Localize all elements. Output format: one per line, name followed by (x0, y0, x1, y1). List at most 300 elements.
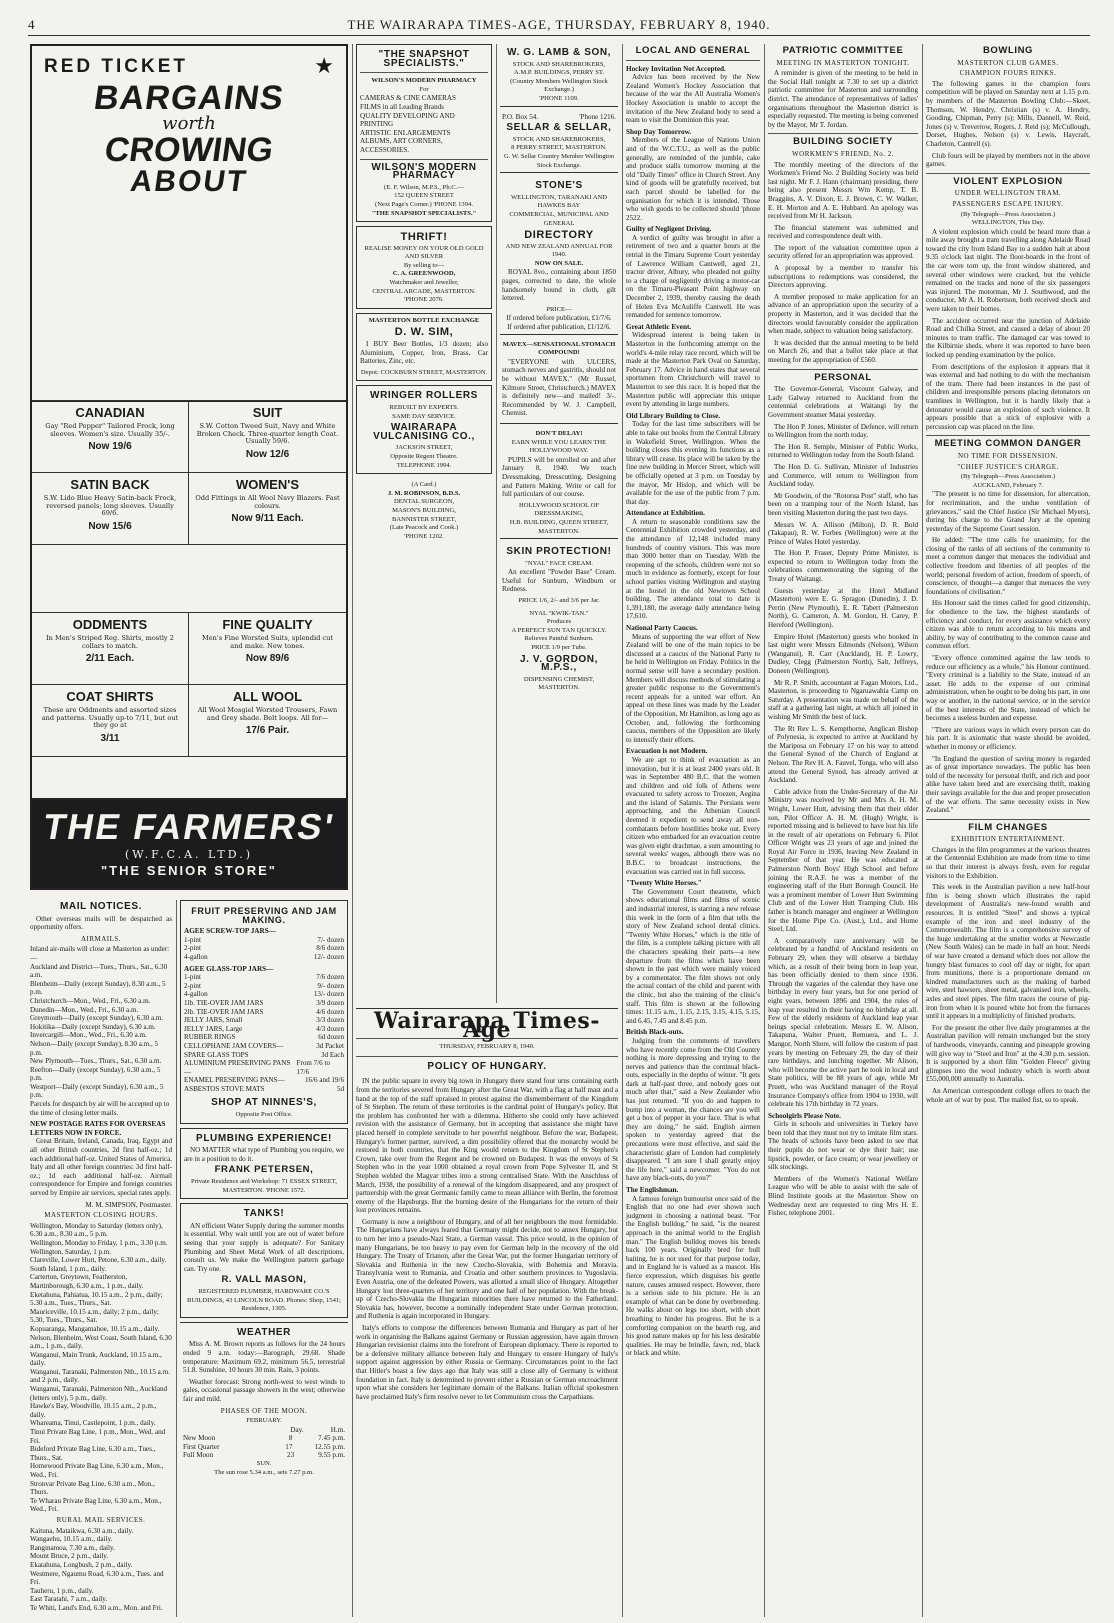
closing-line: Wanganui, Taranaki, Palmerston Nth., 10.15 a.m. and 2 p.m., daily. (30, 1367, 170, 1385)
moon-day: 17 (285, 1442, 293, 1451)
film-paragraph: This week in the Australian pavilion a new half-hour film is being shown which illustrates the rapid development of Australia's new-found wealth and resources. It is entitled "Steel" and shows a typical example of the iron and steel industry of the Commonwealth. The film is a comprehensive survey of the huge undertaking at the smelter works at Newcastle (New South Wales) can be made in half an hour. Needs of war have created a demand which does not allow the hungry blast furnaces to cool off day or night, for apart from munitions, there is a proportionate demand on kindred manufacturers such as the making of barbed wire, steel hawsers, sheet metal, galvanised iron, wheels, axles and steel pipes. The film traces the course of pig-iron from when it is poured white hot from the furnaces until it appears in a multiplicity of finished products. (926, 883, 1090, 1021)
item-price: 3/11 (100, 732, 120, 744)
price-item: SPARE GLASS TOPS (184, 1050, 249, 1059)
pharmacy-note: (Next Page's Corner.) 'PHONE 1394. (375, 200, 473, 208)
bottle-depot: Depot: COCKBURN STREET, MASTERTON. (360, 368, 488, 376)
pharmacy-name: WILSON'S MODERN PHARMACY (371, 161, 477, 182)
patriotic-title: PATRIOTIC COMMITTEE (782, 45, 904, 56)
plumbing-address: Private Residence and Workshop: 71 ESSEX STREET, MASTERTON. 'PHONE 1572. (191, 1178, 337, 1194)
stones-name: STONE'S (535, 180, 583, 192)
moon-head-cell: Day. (290, 1425, 304, 1434)
moon-time: 12.55 p.m. (314, 1442, 345, 1451)
news-heading: Hockey Invitation Not Accepted. (626, 64, 726, 73)
skin-product: "NYAL" FACE CREAM. (525, 559, 593, 567)
wringer-title: WRINGER ROLLERS (370, 390, 478, 402)
mail-line: Dunedin—Mon., Wed., Fri., 6.30 a.m. (30, 1005, 139, 1014)
closing-line: Carterton, Greytown, Featherston, Martinborough, 6.30 a.m., 1 p.m., daily. (30, 1273, 144, 1290)
price-row (184, 1076, 344, 1085)
card-role: DENTAL SURGEON, (393, 498, 455, 506)
price-row (184, 990, 344, 999)
explosion-place: WELLINGTON, This Day. (971, 219, 1045, 227)
snapshot-list-item: CAMERAS & CINE CAMERAS (360, 94, 456, 103)
personal-paragraph: Cable advice from the Under-Secretary of the Air Ministry was received by Mr and Mrs A. H. M. Wright, Lower Hutt, advising them that their elder son, Pilot Officer A. H. M. (Hugh) Wright, is reported missing and is believed to have lost his life in the result of air operations on February 6. Pilot Officer Wright was 23 years of age and joined the Royal Air Force in 1936, leaving New Zealand in September of that year. He was educated at Palmerston North Boys' High School and before joining the R.A.F. he was a member of the engineering staff of the Hutt Borough Council. He was a prominent member of Lower Hutt Swimming Club and of the Lower Hutt Tramping Club. His father is branch manager and engineer at Wellington for the Hume Pipe Co. (Aust.), Ltd., and Hume Steel, Ltd. (768, 787, 918, 934)
chemist-name: J. V. GORDON, M.P.S., (519, 653, 598, 674)
tanks-address: REGISTERED PLUMBER, HARDWARE CO.'S BUILDINGS, 43 LINCOLN ROAD. Phones: Shop, 1541; Residence, 1305. (186, 1287, 342, 1313)
price-row (184, 1025, 344, 1034)
moon-row (183, 1434, 345, 1443)
closing-line: Wanganui, Main Trunk, Auckland, 10.15 a.m., daily. (30, 1350, 162, 1368)
mavex-ad (500, 339, 618, 424)
store-name: THE FARMERS' (40, 806, 338, 847)
mail-line: Greymouth—Daily (except Sunday), 6.30 a.m. (30, 1014, 164, 1023)
farmers-store-logo (30, 798, 348, 890)
price-value: 13/- dozen (313, 990, 344, 999)
news-heading: Shop Day Tomorrow. (626, 127, 692, 136)
building-title: BUILDING SOCIETY (793, 136, 893, 148)
closing-line: Eketahuna, Pahiatua, 10.15 a.m., 2 p.m., daily; 5.30 a.m., Tues., Thurs., Sat. (30, 1290, 163, 1308)
price-value: 6d dozen (318, 1033, 344, 1042)
personal-paragraph: A comparatively rare anniversary will be celebrated by a handful of Auckland residents on February 29, when they will observe a birthday which, as a result of their being born in leap year, has been officially denied to them since 1936. Through the vagaries of the calendar they have one birthday in every four years, but for one period of eight years, between 1896 and 1904, the rules of leap year resulted in their having no birthday at all. Few of the elderly residents of Auckland leap year beings special celebration. Messrs E. W. Alison, Takapuna, Walter Pruett, Remuera, and L. J. Mangor, North Shore, will follow the custom of past years by meeting on February 29, the day of their rare birthdays, and lunching together. Mr Alison, who will become the active part he took in local and State politics, will be 88 years of age, while Mr Pruett, who was Auckland manager of the Royal Insurance Company's office from 1904 to 1930, will celebrate his 17th birthday in 72 years. (768, 936, 918, 1109)
news-heading: Evacuation is not Modern. (626, 747, 708, 756)
item-price: Now 15/6 (88, 520, 132, 532)
closing-line: South Island, 1 p.m., daily. (30, 1264, 107, 1273)
price-item: 2-pint (184, 944, 201, 953)
personal-paragraph: The Governor-General, Viscount Galway, and Lady Galway returned to Auckland from the centennial celebrations at Waitangi by the Government steamer Matai yesterday. (768, 385, 918, 419)
wringer-name: WAIRARAPA VULCANISING CO., (373, 422, 475, 442)
price-value: 3d Each (320, 1050, 344, 1059)
pharmacy-tag: "THE SNAPSHOT SPECIALISTS." (371, 209, 477, 217)
card-late: (Late Peacock and Cook.) (389, 524, 459, 532)
thrift-body: REALISE MONEY ON YOUR OLD GOLD AND SILVER (364, 244, 484, 261)
item-name: FINE QUALITY (222, 617, 313, 632)
news-text: A famous foreign humourist once said of the English that no one had ever shown such judgment in choosing a national beast. "For the English bulldog," he said, "is the nearest approach in the animal world to the English man." The English bulldog moves his breeds back 100 years. Originally bred for bull baiting, he is not used for that purpose today, and in England he is valued as a mascot. His fierce expression, which disguises his gentle nature, causes amused respect. However, there is a serious side to his picture. He is an example of what can be done by overbreeding. He walks about on legs too short, with short breathing to hinder his progress. But he is a comforting companion on the hearth rug, and his good nature makes up for his less desirable qualities. He may be brindle, fawn, red, black or black and white. (626, 1194, 760, 1358)
wringer-address: JACKSON STREET, (395, 444, 453, 452)
price-value: 4/3 dozen (316, 1024, 344, 1033)
news-heading: British Black-outs. (626, 1028, 684, 1037)
rural-line: Kaituna, Mataikwa, 6.30 a.m., daily. (30, 1526, 134, 1535)
thrift-address: CENTRAL ARCADE, MASTERTON. 'PHONE 2076. (372, 287, 476, 304)
bowling-sub: MASTERTON CLUB GAMES. (957, 58, 1059, 67)
mail-line: Auckland and District—Tues., Thurs., Sat., 6.30 a.m. (30, 962, 168, 980)
closing-lines (30, 1222, 172, 1514)
price-row (184, 953, 344, 962)
stones-price-title: PRICE— (546, 305, 572, 313)
news-heading: Attendance at Exhibition. (626, 509, 705, 518)
plumbing-title: PLUMBING EXPERIENCE! (196, 1132, 332, 1144)
price-value: 3d Packet (316, 1041, 344, 1050)
price-value: 3/3 dozen (316, 1016, 344, 1025)
mail-line: Blenheim—Daily (except Sunday), 8.30 a.m., 5 p.m. (30, 979, 166, 997)
news-heading: Old Library Building to Close. (626, 411, 721, 420)
ads-column-3 (356, 44, 492, 1003)
page-number: 4 (28, 16, 35, 32)
price-value: 3/9 dozen (316, 998, 344, 1007)
snapshot-shop: WILSON'S MODERN PHARMACY (371, 77, 477, 85)
card-name: J. M. ROBINSON, B.D.S. (387, 489, 461, 497)
news-text: The Government Court theatrette, which shows educational films and films of scenic and industrial interest, is starring a new release this week in the form of a film that tells the story of New Zealand school dental clinics. "Twenty White Horses," which is the title of the film, is a complete talking picture with all the characters speaking their parts—a new departure from the films which have been shown in the past which were mainly voiced by a commentator. The film shows not only the actual contact of the child and parent with the clinic, but also the training of the clinic's staff. This film is shown at the following times: 11.15 a.m., 1.15, 2.15, 3.15, 4.15, 5.15, and 6.45, 7.45 and 8.45 p.m. (626, 887, 760, 1025)
news-text: Today for the last time subscribers will be able to take out books from the Central Library in Wakefield Street, Wellington. When the building closes this evening its functions as a library will cease. Its place will be taken by the fine new building in Mercer Street, which will be officially opened at 3 p.m. on Tuesday by the mayor, Mr Hislop, and which will be available for the use of the public from 7 p.m. that day. (626, 420, 760, 506)
stones-now: NOW ON SALE. (534, 259, 584, 267)
airmail-lines (30, 945, 172, 1117)
snapshot-list-item: ARTISTIC ENLARGEMENTS (360, 128, 451, 137)
item-name: SATIN BACK (70, 477, 150, 492)
item-desc: Odd Fittings in All Wool Navy Blazers. Fast colours. (195, 494, 340, 510)
masthead-date: THURSDAY, FEBRUARY 8, 1940. (439, 1043, 535, 1051)
moon-head-cell (183, 1426, 263, 1435)
news-heading: The Englishman. (626, 1186, 679, 1194)
news-text: Widespread interest is being taken in Masterton in the forthcoming attempt on the world's 4-mile relay race record, which will be made at the Masterton Park Oval on Saturday, February 17. Advice in hand states that several sportsmen from Christchurch will travel to Masterton to see this race. It is hoped that the Masterton public will appreciate this unique event by attending in large numbers. (626, 331, 760, 409)
dental-card-ad (356, 478, 492, 544)
price-row (184, 1016, 344, 1025)
snapshot-title: "THE SNAPSHOT SPECIALISTS." (378, 49, 470, 69)
skin-price-2: PRICE 1/9 per Tube. (531, 644, 587, 652)
item-desc: S.W. Cotton Tweed Suit, Navy and White Broken Check. Three-quarter length Coat. Usually 59/6. (196, 422, 339, 446)
weather-forecast: Weather forecast: Strong north-west to west winds to gales, occasional passage showers in the west; otherwise fair and mild. (183, 1377, 345, 1403)
closing-line: Mauriceville, 10.15 a.m., daily; 2 p.m., daily; 5.30, Tues., Thurs., Sat. (30, 1307, 159, 1325)
personal-paragraph: Guests yesterday at the Hotel Midland (Masterton) were E. G. Spragon (Dunedin), J. D. Perrin (New Plymouth), E. R. Tabert (Palmerston North), G. Cameron, A. M. Gordon, H. Carey, P. Hereford (Wellington). (768, 586, 918, 630)
building-paragraph: A member proposed to make application for an advance of an appropriation upon the security of a property in Masterton, and it was decided that the directors would favourably consider the application when made, subject to valuation being satisfactory. (768, 292, 918, 336)
moon-phase: New Moon (183, 1434, 216, 1443)
closing-line: Wanganui, Taranaki, Palmerston Nth., Auckland (letters only), 5 p.m., daily. (30, 1385, 168, 1402)
wringer-sub: REBUILT BY EXPERTS. (389, 404, 459, 411)
mail-line: Reefton—Daily (except Sunday), 6.30 a.m., 5 p.m. (30, 1065, 161, 1083)
sellar-box: P.O. Box 54. (502, 112, 539, 121)
personal-title: PERSONAL (814, 371, 872, 383)
price-item: 1-pint (184, 935, 201, 944)
news-text: A return to seasonable conditions saw the Centennial Exhibition crowded yesterday, and the attendance of 12,148 included many hundreds of country visitors. This was more than 3000 better than on Tuesday. With the reopening of the schools, children were not so much in evidence as formerly, except for four school parties visiting Wellington and staying at the hostel in the old Newtown School building. The attendance total to date is 1,391,180, the average daily attendance being 17,610. (626, 517, 760, 621)
sellar-contacts (502, 113, 616, 122)
news-text: We are apt to think of evacuation as an innovation, but it is at least 2400 years old. It was in September 480 B.C. that the women and children and old folk of Athens were evacuated to safety across to Troezen, Aegina and the island of Salamis. The Persians were approaching, and the Athenian Council deemed it expedient to send away all non-combatants before hostilities broke out. Every citizen who embarked for an evacuation centre was given eight drachmae, a sum amounting to several weeks' wages, although there was no B.B.C. to broadcast instructions, the evacuation was carried out in full success. (626, 755, 760, 876)
item-womens (189, 473, 346, 545)
sellar-address: 8 PERRY STREET, MASTERTON. (511, 144, 607, 152)
item-price: Now 9/11 Each. (231, 513, 304, 525)
weather-report: Miss A. M. Brown reports as follows for the 24 hours ended 9 a.m. today:—Barograph, 29.68. Shade temperature: Maximum 69.2, minimum 56.5, terrestrial 51.8. Sunshine, 10 hours 30 min. Rain, 3 points. (183, 1340, 345, 1375)
sellar-role: STOCK AND SHAREBROKERS, (512, 135, 606, 143)
lamb-role: STOCK AND SHAREBROKERS, (512, 60, 606, 68)
building-paragraph: A proposal by a member to transfer his subscriptions to redemptions was considered, the Directors approving. (768, 264, 918, 290)
sellar-ad (500, 111, 618, 174)
item-name: ODDMENTS (72, 617, 148, 632)
price-value: 8/6 dozen (316, 944, 344, 953)
mail-line: Parcels for despatch by air will be accepted up to the time of closing letter mails. (30, 1100, 170, 1117)
film-sub: EXHIBITION ENTERTAINMENT. (950, 835, 1066, 844)
item-coat-shirts (32, 685, 189, 757)
wringer-telephone: TELEPHONE 1994. (396, 461, 452, 469)
closing-line: Wellington, Saturday, 1 p.m. (30, 1247, 112, 1256)
dress-address: H.B. BUILDING, QUEEN STREET, MASTERTON. (509, 518, 609, 535)
sellar-phone: 'Phone 1216. (579, 112, 616, 121)
item-oddments (32, 613, 189, 685)
dress-body: PUPILS will be enrolled on and after January 8, 1940. We teach Dressmaking, Dresscutting, Designing and Pattern Making. Write or call for full particulars of our course. (502, 455, 616, 499)
mail-intro: Other overseas mails will be despatched as opportunity offers. (30, 914, 172, 932)
item-fine-quality (189, 613, 346, 685)
plumbing-body: NO MATTER what type of Plumbing you require, we are in a position to do it. (184, 1146, 344, 1163)
editorial-section (356, 1008, 618, 1617)
banner-bargains: BARGAINS (91, 79, 287, 117)
farmers-advertisement (30, 44, 348, 402)
item-name: ALL WOOL (232, 689, 303, 704)
price-row (184, 999, 344, 1008)
meeting-sub: NO TIME FOR DISSENSION. (957, 451, 1059, 460)
rural-line: East Taratahi, 7 a.m., daily. (30, 1595, 108, 1604)
closing-line: Whareama, Tinui, Castlepoint, 1 p.m., daily. (30, 1419, 156, 1428)
closing-line: Hawke's Bay, Woodville, 10.15 a.m., 2 p.m., daily. (30, 1402, 157, 1419)
bargains-banner (32, 81, 346, 197)
personal-paragraph: The Rt Rev L. S. Kempthorne, Anglican Bishop of Polynesia, is expected to arrive at Auckland by the Mariposa on February 17 on his way to attend the General Synod of the Church of England at Nelson. The Rev H. A. Fauvel, Tonga, who will also attend the General Synod, has already arrived at Auckland. (768, 724, 918, 785)
stones-directory-ad (500, 177, 618, 335)
wringer-ad (356, 385, 492, 474)
explosion-title: VIOLENT EXPLOSION (953, 175, 1063, 187)
lamb-address: A.M.P. BUILDINGS, PERRY ST. (513, 69, 605, 77)
lamb-name: W. G. LAMB & SON, (506, 47, 612, 58)
closing-line: Bideford Private Bag Line, 6.30 a.m., Tues., Thurs., Sat. (30, 1445, 156, 1462)
moon-row (183, 1443, 345, 1452)
rural-line: Tauheru, 1 p.m., daily. (30, 1586, 94, 1595)
schoolgirls-heading: Schoolgirls Please Note. (768, 1111, 841, 1120)
welfare-league-text: Members of the Women's National Welfare League who will be able to assist with the sale of Blind Institute goods at the Masterton Show on Wednesday next are requested to ring Mrs H. E. Fisher, telephone 2001. (768, 1174, 918, 1218)
building-sub: WORKMEN'S FRIEND, No. 2. (792, 149, 894, 158)
patriotic-body: A reminder is given of the meeting to be held in the Social Hall tonight at 7.30 to set up a district patriotic committee for Masterton and surrounding district. The attendance of representatives of ladies' organisations throughout the Masterton district is especially requested. The meeting is being convened by the Mayor, Mr T. Jordan. (768, 69, 918, 129)
news-text: A verdict of guilty was brought in after a retirement of two and a quarter hours at the retrial in the Timaru Supreme Court yesterday of Lawrence William Cantwell, aged 21, tractor driver, Albury, who pleaded not guilty to a charge of negligently driving a motor-car on the Timaru-Pleasant Point highway on December 2, 1939, thereby causing the death of Helen Eva McAuliffe Cantwell. He was remanded for sentence tomorrow. (626, 233, 760, 320)
item-suit (189, 401, 346, 473)
snapshot-ad (356, 44, 492, 222)
mail-line: Christchurch—Mon., Wed., Fri., 6.30 a.m. (30, 996, 151, 1005)
skin-produces: Produces (546, 618, 572, 626)
closing-line: Te Wharau Private Bag Line, 6.30 a.m., Mon., Wed., Fri. (30, 1496, 162, 1514)
red-ticket-title: RED TICKET (44, 55, 188, 77)
price-item: 1lb. TIE-OVER JAM JARS (184, 998, 264, 1007)
skin-relief: Relieves Painful Sunburn. (524, 635, 594, 643)
moon-time: 7.45 p.m. (318, 1434, 345, 1443)
price-item: ENAMEL PRESERVING PANS— (184, 1076, 285, 1085)
item-desc: S.W. Lido Blue Heavy Satin-back Frock, reversed panels; long sleeves. Usually 69/6. (43, 494, 177, 518)
bottle-exchange-ad (356, 313, 492, 382)
closing-line: Kopuaranga, Mangamahoe, 10.15 a.m., daily. (30, 1324, 160, 1333)
stones-price-2: If ordered after publication, £1/12/6. (507, 323, 611, 332)
meeting-source: (By Telegraph—Press Association.) (960, 473, 1056, 481)
editorial-paragraph: Germany is now a neighbour of Hungary, and of all her neighbours the most formidable. The Hungarians have always feared that Germany might decide, not to annex Hungary, but to turn her into a pseudo-Nazi State, a German vassal. This price would, in the opinion of many Hungarians, be too heavy to pay even for German help in the recovery of the old Hungary. The Treaty of Trianon, after the Great War, put the former Hungarian territory of Slovakia and Ruthenia in the new Czecho-Slovakia, with Bohemia and Moravia. Transylvania went to Rumania, and Croatia and other southern provinces to Yugoslavia. Even Austria, one of the defeated Powers, was allotted a small slice of Hungary. Altogether Hungary lost three-quarters of her territory and one half of her population. With the break-up of Czecho-Slovakia the Hungarian minorities there have returned to the Fatherland. Slovakia has, however, become a nominally independent State under German protection, and Ruthenia is again incorporated in Hungary. (356, 1217, 618, 1321)
sellar-note: G. W. Sellar Country Member Wellington Stock Exchange. (503, 152, 615, 169)
price-row (184, 982, 344, 991)
moon-row (183, 1451, 345, 1460)
sun-heading: SUN. (256, 1460, 272, 1468)
chemist-town: MASTERTON. (538, 684, 580, 692)
snapshot-list-item: FILMS in all Leading Brands (360, 102, 444, 111)
postmaster-sign: M. M. SIMPSON, Postmaster. (85, 1200, 172, 1209)
mail-line: Invercargill—Mon., Wed., Fri., 6.30 a.m. (30, 1031, 147, 1040)
airmails-heading: AIRMAILS. (80, 934, 122, 943)
banner-about: ABOUT (128, 165, 250, 198)
building-paragraph: The monthly meeting of the directors of the Workmen's Friend No. 2 Building Society was held last night. Mr F. J. Hann (chairman) presiding, there being also present Messrs Wm Kemp, T. B. Braggins, A. V. Dixon, E. J. Brown, C. W. Walker, E. H. Morton and A. E. Hubbard. An apology was received from Mr H. Jackson. (768, 160, 918, 221)
store-company: (W.F.C.A. LTD.) (124, 848, 253, 861)
closing-line: Clareville, Lower Hutt, Petone, 6.30 a.m., daily. (30, 1256, 167, 1265)
wringer-note: SAME DAY SERVICE. (392, 412, 456, 420)
news-text: Judging from the comments of travellers who have recently come from the Old Country nothing is more depressing and trying to the nerves and patience than the continual black-outs, especially in the depths of winter. "It gets dark at half-past three, and nobody goes out much after that," said a New Zealander who has just returned. "If you do and happen to bump into a woman, the chances are you will get a box of pepper in your face. That is what they are doing," he said. English airmen spoken to yesterday agreed that the precautions were most effective, and said the characteristic glare of London had completely disappeared. "I am sure I shall greatly enjoy the life here," said a newcomer. "You do not have any black-outs, do you?" (626, 1036, 760, 1183)
explosion-paragraph: From descriptions of the explosion it appears that it was external and had nothing to do with the mechanism of the tram. There had been instances in the past of children and irresponsible persons placing detonators on tramlines in Wellington, but it is hardly likely that a detonator would cause an explosion of such violence. It appears possible that a stick of explosive with a percussion cap was placed on the line. (926, 362, 1090, 431)
plumbing-name: FRANK PETERSEN, (214, 1164, 314, 1176)
pharmacy-person: (E. F. Wilson, M.P.S., Ph.C.— (384, 183, 464, 191)
personal-paragraph: The Hon R. Semple, Minister of Public Works, returned to Wellington today from the South Island. (768, 442, 918, 460)
mail-title: MAIL NOTICES. (59, 901, 143, 912)
personal-paragraph: The Hon P. Jones, Minister of Defence, will return to Wellington from the north today. (768, 422, 918, 440)
snapshot-for: For (419, 85, 429, 93)
banner-crowing: CROWING (102, 131, 276, 169)
sun-times: The sun rose 5.34 a.m., sets 7.27 p.m. (214, 1468, 314, 1476)
mail-line: Nelson—Daily (except Sunday), 8.30 a.m., 5 p.m. (30, 1039, 159, 1057)
price-item: 1-pint (184, 973, 201, 982)
explosion-sub: UNDER WELLINGTON TRAM. (954, 189, 1062, 198)
personal-paragraph: Mr Goodwin, of the "Rotorua Post" staff, who has been on a tramping tour of the North Island, has been visiting Masterton during the past two days. (768, 491, 918, 517)
moon-time: 9.55 p.m. (318, 1451, 345, 1460)
rural-line: Mount Bruce, 2 p.m., daily. (30, 1552, 109, 1561)
masthead-title: Wairarapa Times-Age (374, 1008, 600, 1043)
building-paragraph: The financial statement was submitted and received and correspondence dealt with. (768, 223, 918, 241)
skin-body: An excellent "Powder Base" Cream. Useful for Sunburn, Windburn or Redness. (502, 568, 616, 594)
sport-and-news-column (926, 44, 1090, 1617)
skin-protection-ad (500, 543, 618, 695)
store-tagline: "THE SENIOR STORE" (101, 863, 277, 878)
news-text: Members of the League of Nations Union and of the W.C.T.U., as well as the public generally, are reminded of the jumble, cake and produce stalls tomorrow morning at the old "Daily Times" office in Church Street. Any kind of goods will be gratefully received, but each parcel should be labelled for the organisation for which it is intended. Those who wish goods to be collected should 'phone 2522. (626, 136, 760, 222)
item-satin-back (32, 473, 189, 545)
meeting-paragraph: "In England the question of saving money is regarded as of great importance nowadays. The public has been told of the necessity for personal thrift, and rich and poor alike have taken heed and are exercising thrift, making their savings available for the due and proper prosecution of the war efforts. The same necessity exists in New Zealand." (926, 754, 1090, 815)
price-row (184, 1059, 344, 1076)
page-header (28, 14, 1090, 36)
card-building: MASON'S BUILDING, (392, 506, 456, 514)
stones-kind: COMMERCIAL, MUNICIPAL AND GENERAL (509, 210, 609, 227)
moon-title: PHASES OF THE MOON. (220, 1406, 308, 1415)
item-desc: All Wool Mosgiel Worsted Trousers, Fawn and Grey shade. Belt loops. All for— (197, 706, 338, 722)
rural-line: Ranginamoa, 7.30 a.m., daily. (30, 1543, 115, 1552)
item-price: Now 89/6 (245, 653, 290, 665)
item-price: 17/6 Pair. (245, 725, 290, 737)
patriotic-sub: MEETING IN MASTERTON TONIGHT. (776, 58, 910, 67)
moon-day: 8 (288, 1434, 293, 1443)
plumbing-ad (180, 1128, 348, 1200)
stones-region: WELLINGTON, TARANAKI AND HAWKES BAY (510, 193, 608, 210)
schoolgirls-text: Girls in schools and universities in Turkey have been told that they must not try to imitate film stars. The heads of schools have been asked to see that their pupils do not wear or dye their hair; use lipstick, powder, or face cream; or wear jewellery or silk stockings. (768, 1120, 918, 1172)
moon-day: 23 (287, 1451, 295, 1460)
price-value: 7/- dozen (317, 935, 344, 944)
personal-paragraph: The Hon P. Fraser, Deputy Prime Minister, is expected to return to Wellington today from the celebrations commemorating the signing of the Treaty of Waitangi. (768, 549, 918, 584)
wringer-opposite: Opposite Regent Theatre. (390, 452, 458, 460)
explosion-paragraph: A violent explosion which could be heard more than a mile away brought a tram travelling along Adelaide Road toward the city from Island Bay to a sudden halt at about 9.35 o'clock last night. The floor-boards in the front of the car were torn up, the front window shattered, and several other windows were cracked, but the vehicle remained on the tracks and none of the six passengers was injured. The motorman, Mr J. Southwood, and the conductor, Mr A. H. Robertson, both received shock and were taken to their homes. (926, 227, 1090, 314)
moon-phase: Full Moon (183, 1451, 214, 1460)
price-row (184, 944, 344, 953)
meeting-paragraph: "Every offence committed against the law tends to reduce our efficiency as a whole," his Honour continued. "Every criminal is a liability to the State, instead of an asset. He adds to the expense of our criminal administration, when he ought to be doing his part, in one way or another, in the national service, or in the service of the best interests of the State, instead of which he becomes a useless burden and expense. (926, 654, 1090, 723)
price-row (184, 1008, 344, 1017)
fruit-title: FRUIT PRESERVING AND JAM MAKING. (191, 906, 337, 925)
skin-product-2: NYAL "KWIK-TAN." (529, 609, 589, 617)
price-value: 12/- dozen (313, 952, 344, 961)
price-item: 4-gallon (184, 990, 208, 999)
skin-price: PRICE 1/6, 2/- and 3/6 per Jar. (518, 597, 600, 605)
editorial-headline: POLICY OF HUNGARY. (427, 1060, 547, 1072)
weather-title: WEATHER (236, 1326, 291, 1338)
explosion-sub-2: PASSENGERS ESCAPE INJURY. (952, 199, 1064, 208)
price-row (184, 1085, 344, 1094)
item-price: Now 19/6 (88, 441, 132, 453)
item-all-wool (189, 685, 346, 757)
meeting-paragraph: "There are various ways in which every person can do his part. It is axiomatic that waste should be avoided, whether in money or efficiency. (926, 725, 1090, 751)
price-value: 4/6 dozen (316, 1007, 344, 1016)
item-name: COAT SHIRTS (66, 689, 154, 704)
bottle-body: I BUY Beer Bottles, 1/3 dozen; also Aluminium, Copper, Iron, Brass, Car Batteries, Zinc, etc. (360, 340, 488, 366)
lamb-phone: 'PHONE 1109. (539, 94, 579, 102)
rural-line: Ekatahuna, Longbush, 2 p.m., daily. (30, 1560, 133, 1569)
explosion-source: (By Telegraph—Press Association.) (960, 210, 1056, 218)
rates-heading: NEW POSTAGE RATES FOR OVERSEAS LETTERS NOW IN FORCE. (30, 1120, 166, 1137)
personal-paragraph: The Hon D. G. Sullivan, Minister of Industries and Commerce, will return to Wellington from Auckland today. (768, 462, 918, 489)
item-desc: Men's Fine Worsted Suits, splendid cut and make. New tones. (201, 634, 334, 650)
fruit-section: AGEE GLASS-TOP JARS— (184, 964, 274, 973)
explosion-paragraph: The accident occurred near the junction of Adelaide Road and Chilka Street, and caused a delay of about 20 minutes to tram traffic. The damaged car was towed to the Kilbirnie sheds, where it was reported to have been locked up pending examination by the police. (926, 316, 1090, 359)
bottle-name: D. W. SIM, (394, 326, 454, 339)
card-title: (A Card.) (411, 481, 437, 489)
tanks-title: TANKS! (243, 1208, 285, 1220)
mail-line: Westport—Daily (except Sunday), 6.30 a.m., 5 p.m. (30, 1082, 164, 1100)
news-text: Means of supporting the war effort of New Zealand will be one of the main topics to be discussed at a caucus of the National Party to be held in Wellington on Friday. Politics in the normal sense will have a secondary position. Members will discuss methods of stimulating a greater public response to the Government's recent appeals for a united war effort. An appeal on these lines was made by the Leader of the Opposition, Mr Hamilton, as long ago as October, and, following the forthcoming caucus, members of the Opposition are likely to intensify their efforts. (626, 632, 760, 744)
price-value: 5d (336, 1084, 344, 1093)
mavex-body: "EVERYONE with ULCERS, stomach nerves and gastritis, should not be without MAVEX." (Mr Russel, Kilmore Street, Christchurch.) MAVEX is definitely new—and mailed! 3/-. Recommended by W. J. Campbell, Chemist. (502, 357, 616, 418)
editorial-paragraph: Italy's efforts to compose the differences between Rumania and Hungary as part of her work in organising the Balkans against Germany or Russian aggression, have again thrown Hungarian revisionist claims into the forefront of European diplomacy. There is reported to be a defensive military alliance between Italy and Hungary to ensure Hungary of Italy's support against aggression by either Russia or Germany. Circumstances point to the fact that Hitler's boast a few days ago that Italy was still a close ally of Germany is without foundation in fact. Italy is determined to prevent either a Russian or German encroachment upon what she considers her legitimate domain of the Balkans. Italian official spokesmen have proclaimed Italy's firm resolve never to let Communism cross the Carpathians. (356, 1324, 618, 1401)
moon-month: FEBRUARY. (246, 1417, 282, 1425)
thrift-trade: Watchmaker and Jeweller, (389, 279, 459, 287)
item-desc: Gay "Red Pepper" Tailored Frock, long sleeves. Women's size. Usually 35/-. (45, 422, 175, 438)
mail-notices-column (30, 900, 172, 1617)
price-value: From 7/6 to 17/6 (296, 1059, 331, 1076)
skin-tan: A PERFECT SUN TAN QUICKLY. (511, 626, 607, 634)
closing-line: Tinui Private Bag Line, 1 p.m., Mon., Wed. and Fri. (30, 1428, 166, 1445)
closing-line: Nelson, Blenheim, West Coast, South Island, 6.30 a.m., 1 p.m., daily. (30, 1333, 172, 1351)
price-row (184, 1033, 344, 1042)
building-paragraph: It was decided that the annual meeting to be held on March 26, and that a ballot take place at that meeting for the appropriation of £560. (768, 338, 918, 364)
price-item: JELLY JARS, Large (184, 1024, 243, 1033)
dress-school: HOLLYWOOD SCHOOL OF DRESSMAKING, (518, 501, 600, 518)
moon-head-cell: H.m. (330, 1425, 345, 1434)
thrift-name: C. A. GREENWOOD, (392, 270, 456, 278)
price-row (184, 1051, 344, 1060)
stones-title: DIRECTORY (524, 229, 594, 242)
moon-phase: First Quarter (183, 1442, 220, 1451)
item-name: SUIT (252, 405, 283, 420)
news-text: Advice has been received by the New Zealand Women's Hockey Association that because of the war the All Australia Women's Hockey Association is unable to accept the invitation of the New Zealand body to send a team to visit the Dominion this year. (626, 73, 760, 125)
mail-line: Inland air-mails will close at Masterton as under:— (30, 945, 170, 962)
lamb-note: (Country Members Wellington Stock Exchange.) (510, 77, 608, 94)
dress-sub: EARN WHILE YOU LEARN THE HOLLYWOOD WAY. (511, 438, 607, 455)
news-heading: Great Athletic Event. (626, 322, 692, 331)
film-paragraph: For the present the other five daily programmes at the Australian pavilion will remain unchanged but the story of hardwoods, vineyards, canning and pineapple growing will give way to "Steel and Iron" at the 4.30 p.m. session. It is supported by a short film "Golden Fleece" giving glimpses into the wool industry which is worth about £55,000,000 annually to Australia. (926, 1023, 1090, 1084)
price-item: RUBBER RINGS (184, 1033, 236, 1042)
item-canadian (32, 401, 189, 473)
classifieds-column-2 (180, 900, 348, 1617)
rural-line: Te Whiti, Land's End, 6.30 a.m., Mon. and Fri. (30, 1603, 163, 1612)
price-item: 2-pint (184, 981, 201, 990)
price-item: 2lb. TIE-OVER JAM JARS (184, 1007, 264, 1016)
rural-heading: RURAL MAIL SERVICES. (56, 1515, 146, 1524)
news-heading: National Party Caucus. (626, 624, 698, 632)
sellar-name: SELLAR & SELLAR, (506, 122, 612, 134)
lamb-ad (500, 44, 618, 107)
closing-heading: MASTERTON CLOSING HOURS. (44, 1211, 158, 1220)
card-street: BANNISTER STREET, (392, 515, 456, 523)
farmers-item-grid-lower (30, 612, 348, 798)
moon-head (183, 1426, 345, 1435)
bowling-sub-2: CHAMPION FOURS RINKS. (959, 69, 1057, 78)
weather-box (180, 1322, 348, 1481)
item-price: Now 12/6 (245, 448, 290, 460)
rates-text: Great Britain, Ireland, Canada, Iraq, Egypt and all other British countries, 2d first half-oz.; 1d each additional half-oz. United States of America, Italy and all other foreign countries: 3d first half-oz.; 1d each additional half-oz. Airmail correspondence for Empire and foreign countries served by Empire air services, special rates apply. (30, 1137, 172, 1197)
meeting-paragraph: He added: "The time calls for unanimity, for the closing of the ranks of all sections of the community to meet a common danger that menaces the individual and collective freedom and liberties of all peoples of the world; personal freedom of action, freedom of speech, of conscience, of thought—a danger that menaces the very foundations of civilisation." (926, 536, 1090, 596)
